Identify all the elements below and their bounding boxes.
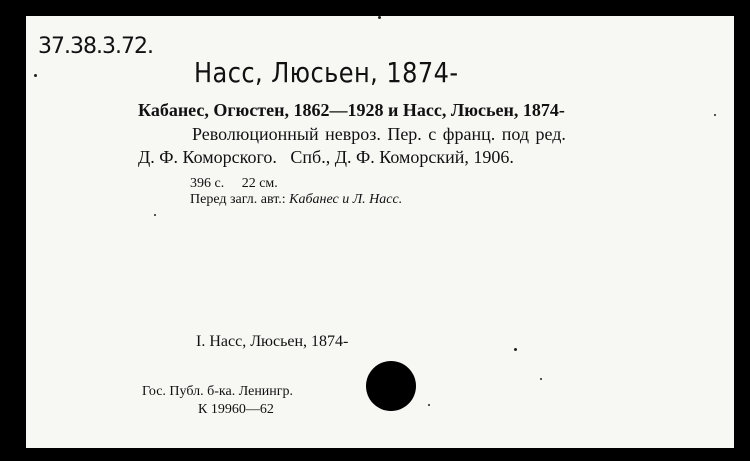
title-line-2: Д. Ф. Коморского. Спб., Д. Ф. Коморский, 1906. [138, 147, 514, 167]
speck [34, 74, 37, 77]
accession-number: К 19960—62 [198, 402, 274, 417]
collation: 396 с. 22 см. [190, 176, 278, 191]
speck [428, 404, 430, 406]
speck [714, 114, 716, 116]
speck [378, 16, 381, 19]
note [190, 192, 402, 208]
main-heading: Кабанес, Огюстен, 1862—1928 и Насс, Люсьен, 1874- [138, 100, 565, 120]
punch-hole [366, 361, 416, 411]
speck [540, 378, 542, 380]
speck [514, 348, 517, 351]
speck [154, 214, 156, 216]
note-prefix: Перед загл. авт.: [190, 192, 290, 207]
call-number: 37.38.3.72. [38, 34, 153, 59]
catalog-card [26, 16, 734, 448]
handwritten-heading: Насс, Люсьен, 1874- [194, 56, 459, 89]
title-line-1: Революционный невроз. Пер. с франц. под ред. [192, 124, 566, 144]
tracing: I. Насс, Люсьен, 1874- [196, 333, 349, 350]
note-authors: Кабанес и Л. Насс. [289, 192, 403, 207]
library-name: Гос. Публ. б-ка. Ленингр. [142, 384, 294, 399]
